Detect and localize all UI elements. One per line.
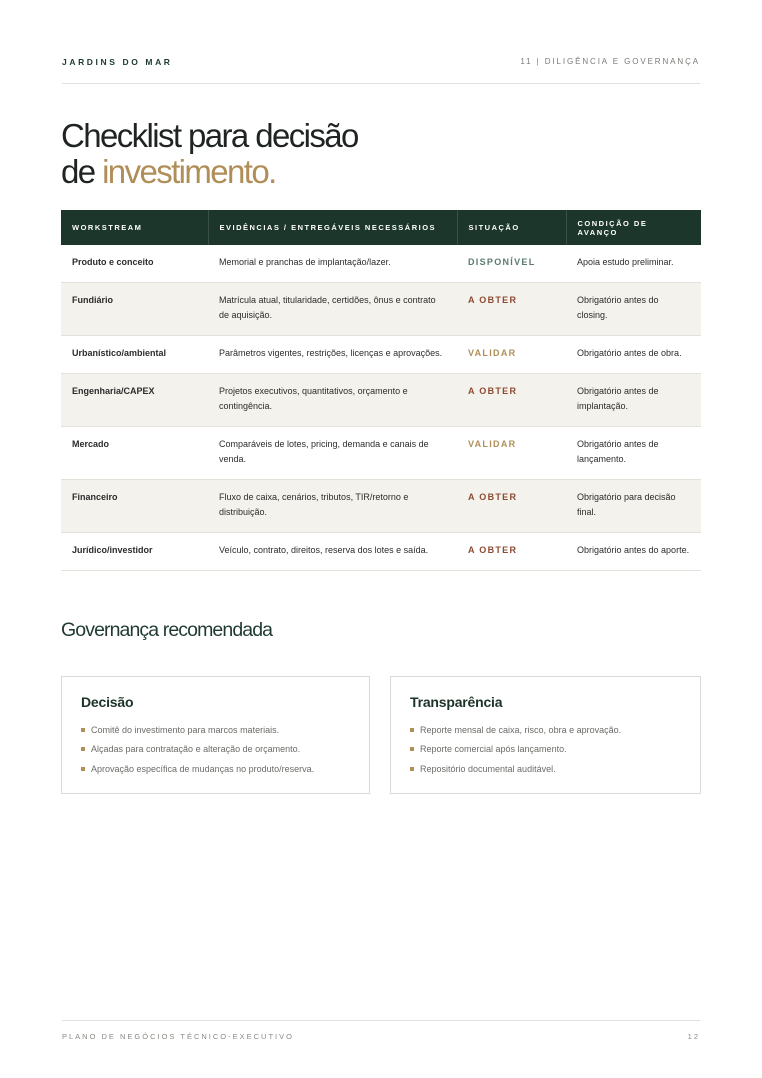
condition-cell: Obrigatório para decisão final. (566, 480, 701, 533)
table-row (61, 283, 701, 336)
status-badge: DISPONÍVEL (457, 245, 566, 283)
workstream-cell: Engenharia/CAPEX (61, 374, 208, 427)
brand-name: JARDINS DO MAR (62, 57, 173, 67)
card-list (410, 721, 692, 779)
square-bullet-icon (81, 747, 85, 751)
page-number: 12 (687, 1032, 700, 1041)
title-line-2-prefix: de (61, 153, 103, 190)
status-badge: VALIDAR (457, 336, 566, 374)
page-header (62, 0, 700, 84)
column-header-status: SITUAÇÃO (457, 210, 566, 245)
condition-cell: Obrigatório antes do closing. (566, 283, 701, 336)
list-item-text: Alçadas para contratação e alteração de orçamento. (91, 744, 301, 755)
table-row (61, 374, 701, 427)
governance-title: Governança recomendada (61, 619, 273, 641)
evidence-cell: Projetos executivos, quantitativos, orçamento e contingência. (208, 374, 457, 427)
table-row (61, 245, 701, 283)
title-accent-word: investimento. (102, 153, 276, 190)
checklist-table (61, 210, 701, 571)
workstream-cell: Produto e conceito (61, 245, 208, 283)
table-header-row (61, 210, 701, 245)
page-footer (62, 1020, 700, 1041)
condition-cell: Obrigatório antes de implantação. (566, 374, 701, 427)
card-title: Transparência (410, 694, 503, 710)
table-row (61, 480, 701, 533)
list-item-text: Aprovação específica de mudanças no produto/reserva. (91, 763, 315, 774)
status-badge: A OBTER (457, 480, 566, 533)
square-bullet-icon (410, 747, 414, 751)
evidence-cell: Veículo, contrato, direitos, reserva dos lotes e saída. (208, 533, 457, 571)
evidence-cell: Fluxo de caixa, cenários, tributos, TIR/retorno e distribuição. (208, 480, 457, 533)
evidence-cell: Parâmetros vigentes, restrições, licenças e aprovações. (208, 336, 457, 374)
table-row (61, 533, 701, 571)
status-badge: A OBTER (457, 374, 566, 427)
decision-card (61, 676, 370, 794)
list-item (81, 721, 361, 740)
square-bullet-icon (410, 767, 414, 771)
condition-cell: Obrigatório antes do aporte. (566, 533, 701, 571)
list-item-text: Reporte mensal de caixa, risco, obra e aprovação. (420, 725, 622, 735)
list-item (81, 740, 361, 759)
section-label: 11 | DILIGÊNCIA E GOVERNANÇA (520, 57, 700, 66)
card-list (81, 721, 361, 779)
column-header-condition: CONDIÇÃO DE AVANÇO (566, 210, 701, 245)
footer-document-title: PLANO DE NEGÓCIOS TÉCNICO-EXECUTIVO (62, 1032, 294, 1041)
workstream-cell: Fundiário (61, 283, 208, 336)
status-badge: A OBTER (457, 533, 566, 571)
workstream-cell: Jurídico/investidor (61, 533, 208, 571)
workstream-cell: Financeiro (61, 480, 208, 533)
list-item (81, 760, 361, 779)
list-item (410, 721, 692, 740)
condition-cell: Apoia estudo preliminar. (566, 245, 701, 283)
transparency-card (390, 676, 701, 794)
workstream-cell: Mercado (61, 427, 208, 480)
list-item-text: Repositório documental auditável. (420, 763, 556, 774)
status-badge: A OBTER (457, 283, 566, 336)
list-item-text: Reporte comercial após lançamento. (420, 744, 567, 755)
table-row (61, 427, 701, 480)
list-item-text: Comitê do investimento para marcos materiais. (91, 725, 280, 735)
column-header-evidence: EVIDÊNCIAS / ENTREGÁVEIS NECESSÁRIOS (208, 210, 457, 245)
column-header-workstream: WORKSTREAM (61, 210, 208, 245)
list-item (410, 760, 692, 779)
table-row (61, 336, 701, 374)
condition-cell: Obrigatório antes de obra. (566, 336, 701, 374)
square-bullet-icon (81, 767, 85, 771)
condition-cell: Obrigatório antes de lançamento. (566, 427, 701, 480)
square-bullet-icon (410, 728, 414, 732)
list-item (410, 740, 692, 759)
workstream-cell: Urbanístico/ambiental (61, 336, 208, 374)
status-badge: VALIDAR (457, 427, 566, 480)
title-line-1: Checklist para decisão (61, 117, 358, 154)
card-title: Decisão (81, 694, 134, 710)
evidence-cell: Matrícula atual, titularidade, certidões, ônus e contrato de aquisição. (208, 283, 457, 336)
evidence-cell: Comparáveis de lotes, pricing, demanda e canais de venda. (208, 427, 457, 480)
page-title (61, 118, 358, 190)
square-bullet-icon (81, 728, 85, 732)
evidence-cell: Memorial e pranchas de implantação/lazer. (208, 245, 457, 283)
